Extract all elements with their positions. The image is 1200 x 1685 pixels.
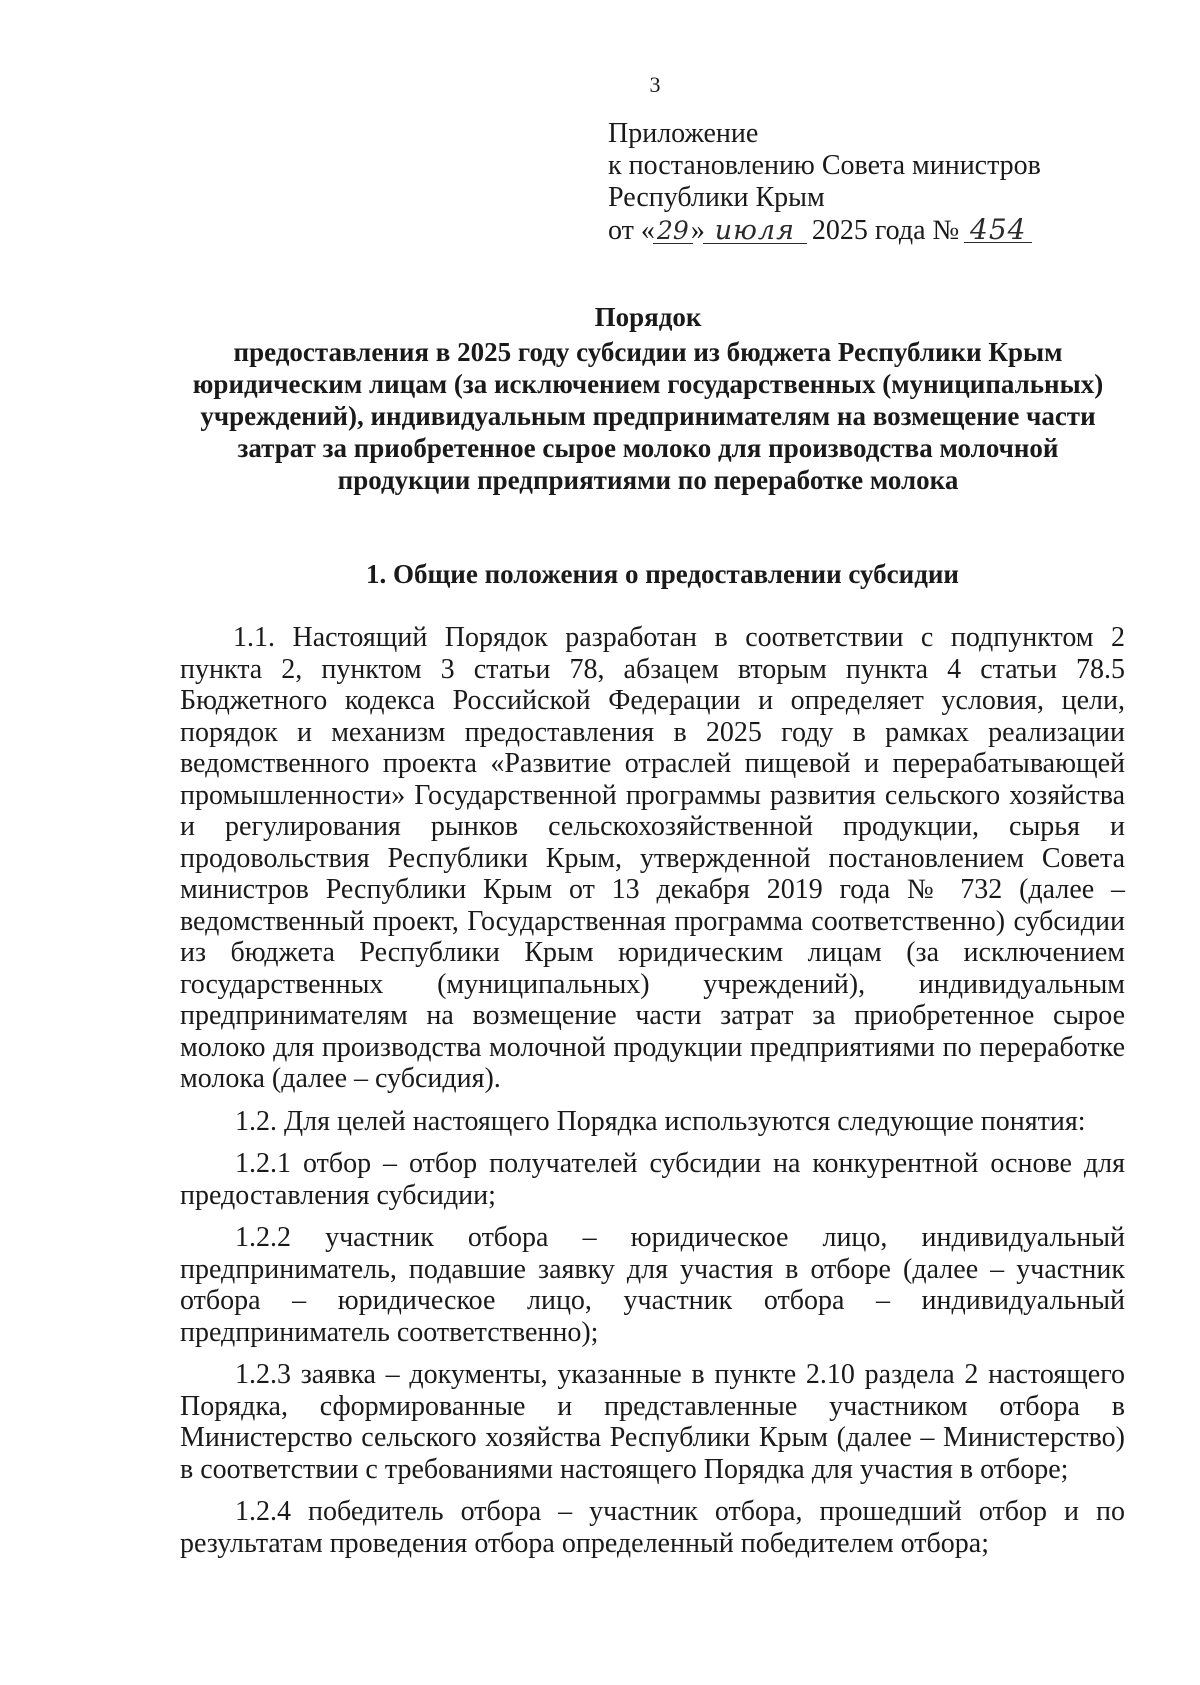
annex-republic: Республики Крым — [608, 182, 825, 213]
paragraph: 1.2.3 заявка – документы, указанные в пункте 2.10 раздела 2 настоящего Порядка, сформированные и представленные участником отбора в Министерство сельского хозяйства Республики Крым (далее – Министерство) в соответствии с требованиями настоящего Порядка для участия в отборе; — [180, 1359, 1125, 1485]
paragraph: 1.1. Настоящий Порядок разработан в соответствии с подпунктом 2 пункта 2, пунктом 3 статьи 78, абзацем вторым пункта 4 статьи 78.5 Бюджетного кодекса Российской Федерации и определяет условия, цели, порядок и механизм предоставления в 2025 году в рамках реализации ведомственного проекта «Развитие отраслей пищевой и перерабатывающей промышленности» Государственной программы развития сельского хозяйства и регулирования рынков сельскохозяйственной продукции, сырья и продовольствия Республики Крым, утвержденной постановлением Совета министров Республики Крым от 13 декабря 2019 года № 732 (далее – ведомственный проект, Государственная программа соответственно) субсидии из бюджета Республики Крым юридическим лицам (за исключением государственных (муниципальных) учреждений), индивидуальным предпринимателям на возмещение части затрат за приобретенное сырое молоко для производства молочной продукции предприятиями по переработке молока (далее – субсидия). — [180, 622, 1125, 1094]
annex-title: Приложение — [608, 118, 759, 149]
document-body — [180, 622, 1125, 1570]
page-number: 3 — [649, 72, 661, 97]
handwritten-day: 29 — [655, 215, 691, 247]
title-text: предоставления в 2025 году субсидии из бюджета Республики Крым юридическим лицам (за исключением государственных (муниципальных) учреждений), индивидуальным предпринимателям на возмещение части затрат за приобретенное сырое молоко для производства молочной продукции предприятиями по переработке молока — [192, 337, 1104, 495]
annex-date-line — [608, 214, 1041, 247]
document-title — [178, 301, 1118, 496]
annex-block — [608, 118, 1041, 247]
paragraph: 1.2.2 участник отбора – юридическое лицо, индивидуальный предприниматель, подавшие заявку для участия в отборе (далее – участник отбора – юридическое лицо, участник отбора – индивидуальный предприниматель соответственно); — [180, 1222, 1125, 1348]
date-suffix: 2025 года № — [804, 215, 967, 246]
handwritten-doc-number: 454 — [966, 214, 1030, 246]
date-prefix: от « — [608, 215, 655, 246]
date-mid: » — [690, 215, 705, 246]
paragraph: 1.2.4 победитель отбора – участник отбора, прошедший отбор и по результатам проведения отбора определенный победителем отбора; — [180, 1496, 1125, 1559]
paragraph: 1.2. Для целей настоящего Порядка используются следующие понятия: — [235, 1105, 1086, 1137]
title-heading: Порядок — [594, 302, 702, 332]
handwritten-month: июля — [705, 215, 805, 247]
paragraph: 1.2.1 отбор – отбор получателей субсидии на конкурентной основе для предоставления субсидии; — [180, 1148, 1125, 1211]
annex-reference: к постановлению Совета министров — [608, 150, 1041, 181]
section-heading: 1. Общие положения о предоставлении субсидии — [366, 559, 959, 589]
